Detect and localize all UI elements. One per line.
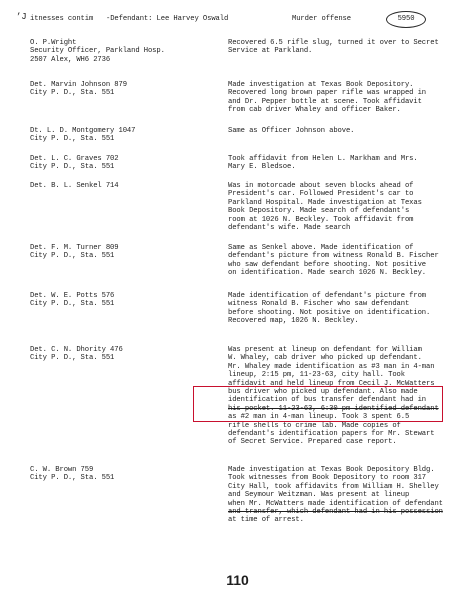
testimony-line: Made identification of defendant's picture from — [228, 292, 427, 300]
witness-line: Det. L. C. Graves 702 — [30, 155, 119, 163]
testimony-line: defendant's picture from witness Ronald B. Fischer — [228, 252, 439, 261]
red-highlight-box — [193, 386, 443, 422]
testimony-line: Recovered long brown paper rifle was wrapped in — [228, 89, 427, 98]
witness-testimony-block — [228, 244, 473, 278]
witness-line: Security Officer, Parkland Hosp. — [30, 47, 165, 56]
witness-name-block — [30, 292, 220, 309]
testimony-line: at time of arrest. — [228, 516, 304, 525]
testimony-line: Mary E. Bledsoe. — [228, 163, 296, 172]
testimony-line: City Hall, took affidavits from William H. Shelley — [228, 482, 439, 491]
witness-line: Dt. L. D. Montgomery 1047 — [30, 127, 136, 135]
witness-name-block — [30, 346, 220, 363]
witness-testimony-block — [228, 182, 473, 232]
testimony-line: from cab driver Whaley and officer Baker. — [228, 106, 401, 115]
testimony-line: Mr. Whaley made identification as #3 man in 4-man — [228, 362, 435, 371]
witness-testimony-block — [228, 81, 473, 115]
testimony-line: Same as Senkel above. Made identification of — [228, 244, 414, 252]
testimony-line: Was present at lineup on defendant for William — [228, 346, 422, 354]
witness-name-block — [30, 244, 220, 261]
testimony-line-struck: his pocket. 11-23-63, 6:30 pm identified defendant — [228, 404, 439, 413]
witness-line: Det. B. L. Senkel 714 — [30, 182, 119, 190]
witness-name-block — [30, 466, 220, 483]
witness-line: City P. D., Sta. 551 — [30, 89, 115, 98]
offense-number-circled: 5950 — [386, 11, 426, 28]
testimony-line: of Secret Service. Prepared case report. — [228, 438, 397, 447]
testimony-line: who saw defendant before shooting. Not positive — [228, 260, 427, 269]
testimony-line: bus driver who picked up defendant. Also made — [228, 388, 418, 397]
witness-line: Det. Marvin Johnson 879 — [30, 81, 127, 89]
witness-name-block — [30, 81, 220, 98]
testimony-line: on identification. Made search 1026 N. Beckley. — [228, 269, 427, 278]
witness-line: C. W. Brown 759 — [30, 466, 94, 474]
header-offense-text: Murder offense — [292, 15, 351, 23]
testimony-line: affidavit and held lineup from Cecil J. McWatters — [228, 379, 435, 388]
corner-mark: ’J — [16, 12, 27, 22]
witness-testimony-block — [228, 292, 473, 326]
page-header — [16, 12, 470, 26]
witness-line: City P. D., Sta. 551 — [30, 474, 115, 483]
testimony-line: lineup, 2:15 pm, 11-23-63, city hall. Took — [228, 371, 405, 380]
testimony-line: Took affidavit from Helen L. Markham and Mrs. — [228, 155, 418, 163]
testimony-line: identification of bus transfer defendant had in — [228, 396, 427, 405]
witness-line: City P. D., Sta. 551 — [30, 354, 115, 363]
witness-line: 2507 Alex, WH6 2736 — [30, 55, 111, 64]
witness-line: Det. C. N. Dhority 476 — [30, 346, 123, 354]
header-witnesses-text: itnesses contim — [30, 15, 94, 23]
testimony-line: defendant's wife. Made search — [228, 224, 351, 233]
testimony-line: as #2 man in 4-man lineup. Took 3 spent 6.5 — [228, 413, 410, 422]
testimony-line: W. Whaley, cab driver who picked up defendant. — [228, 354, 422, 363]
testimony-line: Recovered map, 1026 N. Beckley. — [228, 317, 359, 326]
witness-line: City P. D., Sta. 551 — [30, 252, 115, 261]
testimony-line: before shooting. Not positive on identification. — [228, 308, 431, 317]
witness-name-block — [30, 155, 220, 172]
witness-line: Det. W. E. Potts 576 — [30, 292, 115, 300]
witness-line: Det. F. M. Turner 809 — [30, 244, 119, 252]
testimony-line: witness Ronald B. Fischer who saw defendant — [228, 300, 410, 309]
witness-name-block — [30, 39, 220, 64]
testimony-line: Made investigation at Texas Book Depository. — [228, 81, 414, 89]
testimony-line: and Seymour Weitzman. Was present at lineup — [228, 491, 410, 500]
witness-name-block — [30, 182, 220, 190]
witness-name-block — [30, 127, 220, 144]
witness-line: O. P.Wright — [30, 39, 77, 47]
testimony-line: Parkland Hospital. Made investigation at Texas — [228, 198, 422, 207]
witness-line: City P. D., Sta. 551 — [30, 300, 115, 309]
testimony-line: Service at Parkland. — [228, 47, 313, 56]
testimony-line: and Dr. Pepper bottle at scene. Took affidavit — [228, 97, 422, 106]
testimony-line: Was in motorcade about seven blocks ahead of — [228, 182, 414, 190]
testimony-line-struck: and transfer, which defendant had in his possession — [228, 508, 443, 517]
testimony-line: when Mr. McWatters made identification of defendant — [228, 499, 443, 508]
witness-testimony-block — [228, 466, 473, 525]
testimony-line: Took witnesses from Book Depository to room 317 — [228, 474, 427, 483]
witness-testimony-block — [228, 39, 473, 56]
witness-line: City P. D., Sta. 551 — [30, 135, 115, 144]
testimony-line: President's car. Followed President's car to — [228, 190, 414, 199]
testimony-line: Book Depository. Made search of defendant's — [228, 207, 410, 216]
witness-testimony-block — [228, 155, 473, 172]
witness-line: City P. D., Sta. 551 — [30, 163, 115, 172]
header-defendant-text: -Defendant: Lee Harvey Oswald — [106, 15, 229, 23]
testimony-line: Recovered 6.5 rifle slug, turned it over to Secret — [228, 39, 439, 47]
testimony-line: Made investigation at Texas Book Depository Bldg. — [228, 466, 435, 474]
witness-testimony-block — [228, 127, 473, 135]
page-number: 110 — [226, 572, 249, 588]
testimony-line: Same as Officer Johnson above. — [228, 127, 355, 135]
testimony-line: rifle shells to crime lab. Made copies of — [228, 421, 401, 430]
testimony-line: defendant's identification papers for Mr. Stewart — [228, 430, 435, 439]
testimony-line: room at 1026 N. Beckley. Took affidavit from — [228, 215, 414, 224]
